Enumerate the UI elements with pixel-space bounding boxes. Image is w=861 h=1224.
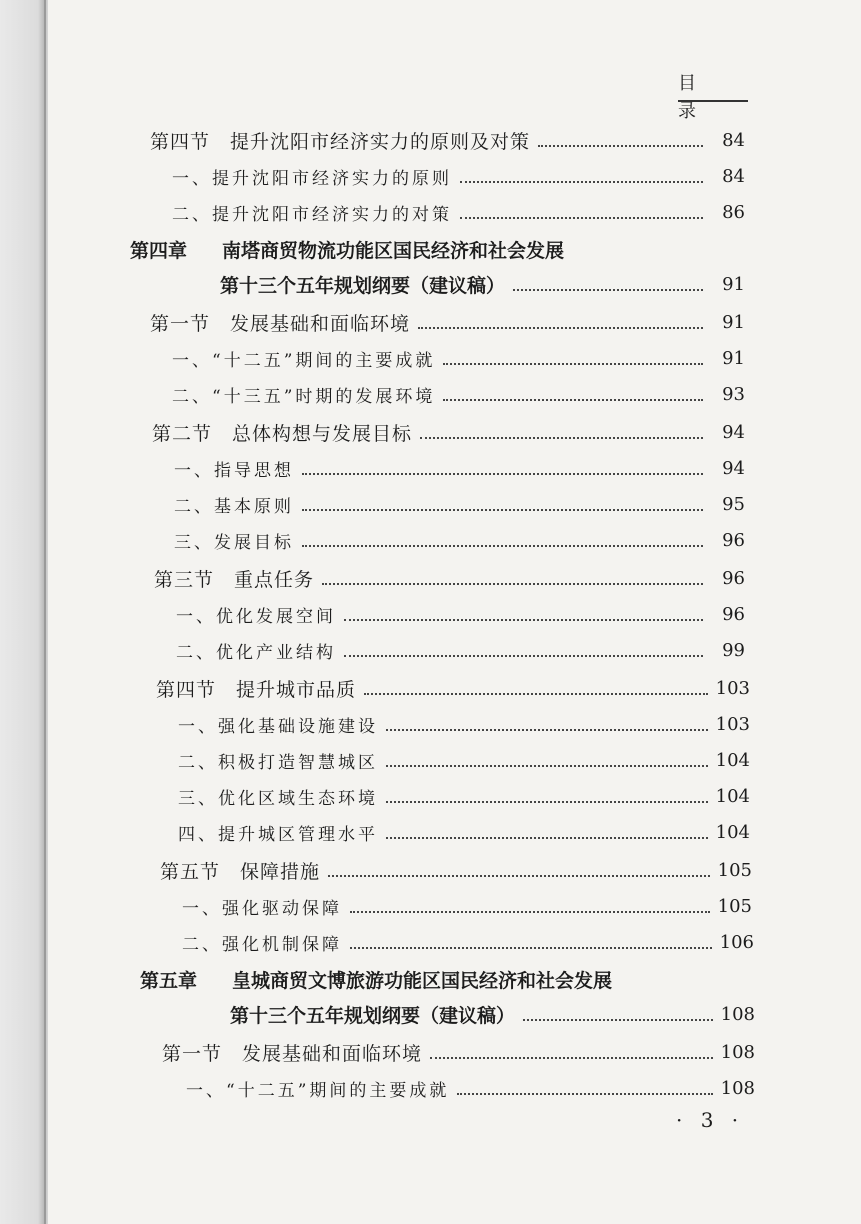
toc-entry-label: 三、发展目标	[174, 532, 294, 553]
toc-item-entry[interactable]	[172, 196, 745, 228]
binding-edge-line	[44, 0, 46, 1224]
toc-page-number: 108	[720, 1041, 755, 1063]
dot-leader	[523, 1018, 713, 1021]
dot-leader	[457, 1092, 713, 1095]
toc-section-entry[interactable]	[152, 416, 745, 448]
dot-leader	[350, 946, 712, 949]
dot-leader	[302, 508, 703, 511]
toc-entry-label: 一、强化驱动保障	[182, 898, 342, 919]
toc-entry-label: 三、优化区域生态环境	[178, 788, 378, 809]
toc-page-number: 94	[722, 421, 745, 443]
toc-item-entry[interactable]	[178, 708, 750, 740]
toc-entry-label: 二、积极打造智慧城区	[178, 752, 378, 773]
toc-page-number: 91	[722, 311, 745, 333]
toc-section-entry[interactable]	[150, 124, 745, 156]
toc-page-number: 93	[722, 383, 745, 405]
toc-page-number: 96	[722, 603, 745, 625]
toc-entry-label: 四、提升城区管理水平	[178, 824, 378, 845]
toc-entry-label: 二、“十三五”时期的发展环境	[172, 386, 436, 407]
toc-section-entry[interactable]	[162, 1036, 755, 1068]
dot-leader	[443, 362, 703, 365]
toc-item-entry[interactable]	[186, 1072, 755, 1104]
toc-chapter-continuation[interactable]	[230, 998, 755, 1030]
toc-item-entry[interactable]	[174, 524, 745, 556]
dot-leader	[302, 544, 703, 547]
dot-leader	[344, 618, 703, 621]
toc-section-entry[interactable]	[160, 854, 752, 886]
toc-page-number: 99	[722, 639, 745, 661]
dot-leader	[344, 654, 703, 657]
dot-leader	[350, 910, 710, 913]
toc-item-entry[interactable]	[182, 890, 752, 922]
chapter-title: 皇城商贸文博旅游功能区国民经济和社会发展	[232, 970, 613, 992]
toc-section-entry[interactable]	[156, 672, 750, 704]
chapter-number: 第五章	[140, 970, 198, 992]
toc-page-number: 84	[722, 165, 745, 187]
toc-page-number: 108	[720, 1077, 755, 1099]
toc-page-number: 105	[717, 859, 752, 881]
toc-page-number: 96	[722, 567, 745, 589]
dot-leader	[513, 288, 703, 291]
toc-item-entry[interactable]	[172, 378, 745, 410]
toc-entry-label: 第四节 提升沈阳市经济实力的原则及对策	[150, 130, 531, 153]
toc-chapter-heading[interactable]	[130, 236, 564, 263]
dot-leader	[328, 874, 710, 877]
toc-page-number: 91	[722, 347, 745, 369]
toc-entry-label: 一、“十二五”期间的主要成就	[186, 1080, 450, 1101]
toc-item-entry[interactable]	[176, 598, 745, 630]
dot-leader	[420, 436, 703, 439]
toc-chapter-continuation[interactable]	[220, 268, 745, 300]
dot-leader	[386, 800, 708, 803]
toc-entry-label: 第三节 重点任务	[154, 568, 315, 591]
toc-page-number: 104	[715, 749, 750, 771]
toc-item-entry[interactable]	[178, 780, 750, 812]
toc-entry-label: 第四节 提升城市品质	[156, 678, 357, 701]
dot-leader	[364, 692, 708, 695]
toc-page-number: 96	[722, 529, 745, 551]
toc-entry-label: 第五节 保障措施	[160, 860, 321, 883]
toc-page-number: 94	[722, 457, 745, 479]
toc-entry-label: 第十三个五年规划纲要（建议稿）	[230, 1004, 516, 1027]
toc-entry-label: 一、指导思想	[174, 460, 294, 481]
toc-page-number: 103	[715, 713, 750, 735]
toc-entry-label: 二、强化机制保障	[182, 934, 342, 955]
dot-leader	[443, 398, 703, 401]
toc-page-number: 84	[722, 129, 745, 151]
toc-entry-label: 第二节 总体构想与发展目标	[152, 422, 413, 445]
dot-leader	[386, 836, 708, 839]
toc-section-entry[interactable]	[154, 562, 745, 594]
toc-page-number: 86	[722, 201, 745, 223]
toc-entry-label: 二、提升沈阳市经济实力的对策	[172, 204, 452, 225]
page-footer-number: · 3 ·	[676, 1108, 745, 1132]
toc-chapter-heading[interactable]	[140, 966, 612, 993]
dot-leader	[386, 764, 708, 767]
dot-leader	[386, 728, 708, 731]
toc-entry-label: 一、提升沈阳市经济实力的原则	[172, 168, 452, 189]
dot-leader	[418, 326, 703, 329]
toc-item-entry[interactable]	[174, 488, 745, 520]
toc-item-entry[interactable]	[178, 744, 750, 776]
toc-item-entry[interactable]	[174, 452, 745, 484]
dot-leader	[460, 180, 703, 183]
toc-entry-label: 二、优化产业结构	[176, 642, 336, 663]
chapter-number: 第四章	[130, 240, 188, 262]
toc-page-number: 91	[722, 273, 745, 295]
toc-entry-label: 一、“十二五”期间的主要成就	[172, 350, 436, 371]
page-header-title: 目 录	[678, 70, 748, 102]
toc-item-entry[interactable]	[178, 816, 750, 848]
toc-page-number: 103	[715, 677, 750, 699]
toc-entry-label: 一、强化基础设施建设	[178, 716, 378, 737]
toc-page-number: 104	[715, 821, 750, 843]
toc-item-entry[interactable]	[182, 926, 754, 958]
toc-item-entry[interactable]	[172, 342, 745, 374]
toc-section-entry[interactable]	[150, 306, 745, 338]
toc-entry-label: 第十三个五年规划纲要（建议稿）	[220, 274, 506, 297]
toc-item-entry[interactable]	[176, 634, 745, 666]
toc-entry-label: 第一节 发展基础和面临环境	[150, 312, 411, 335]
toc-page-number: 95	[722, 493, 745, 515]
toc-page-number: 104	[715, 785, 750, 807]
toc-entry-label: 二、基本原则	[174, 496, 294, 517]
toc-item-entry[interactable]	[172, 160, 745, 192]
dot-leader	[460, 216, 703, 219]
chapter-title: 南塔商贸物流功能区国民经济和社会发展	[222, 240, 565, 262]
toc-page-number: 105	[717, 895, 752, 917]
dot-leader	[538, 144, 703, 147]
dot-leader	[430, 1056, 713, 1059]
toc-entry-label: 第一节 发展基础和面临环境	[162, 1042, 423, 1065]
toc-entry-label: 一、优化发展空间	[176, 606, 336, 627]
page-binding-shadow	[0, 0, 48, 1224]
dot-leader	[322, 582, 703, 585]
dot-leader	[302, 472, 703, 475]
toc-page-number: 108	[720, 1003, 755, 1025]
toc-page-number: 106	[719, 931, 754, 953]
